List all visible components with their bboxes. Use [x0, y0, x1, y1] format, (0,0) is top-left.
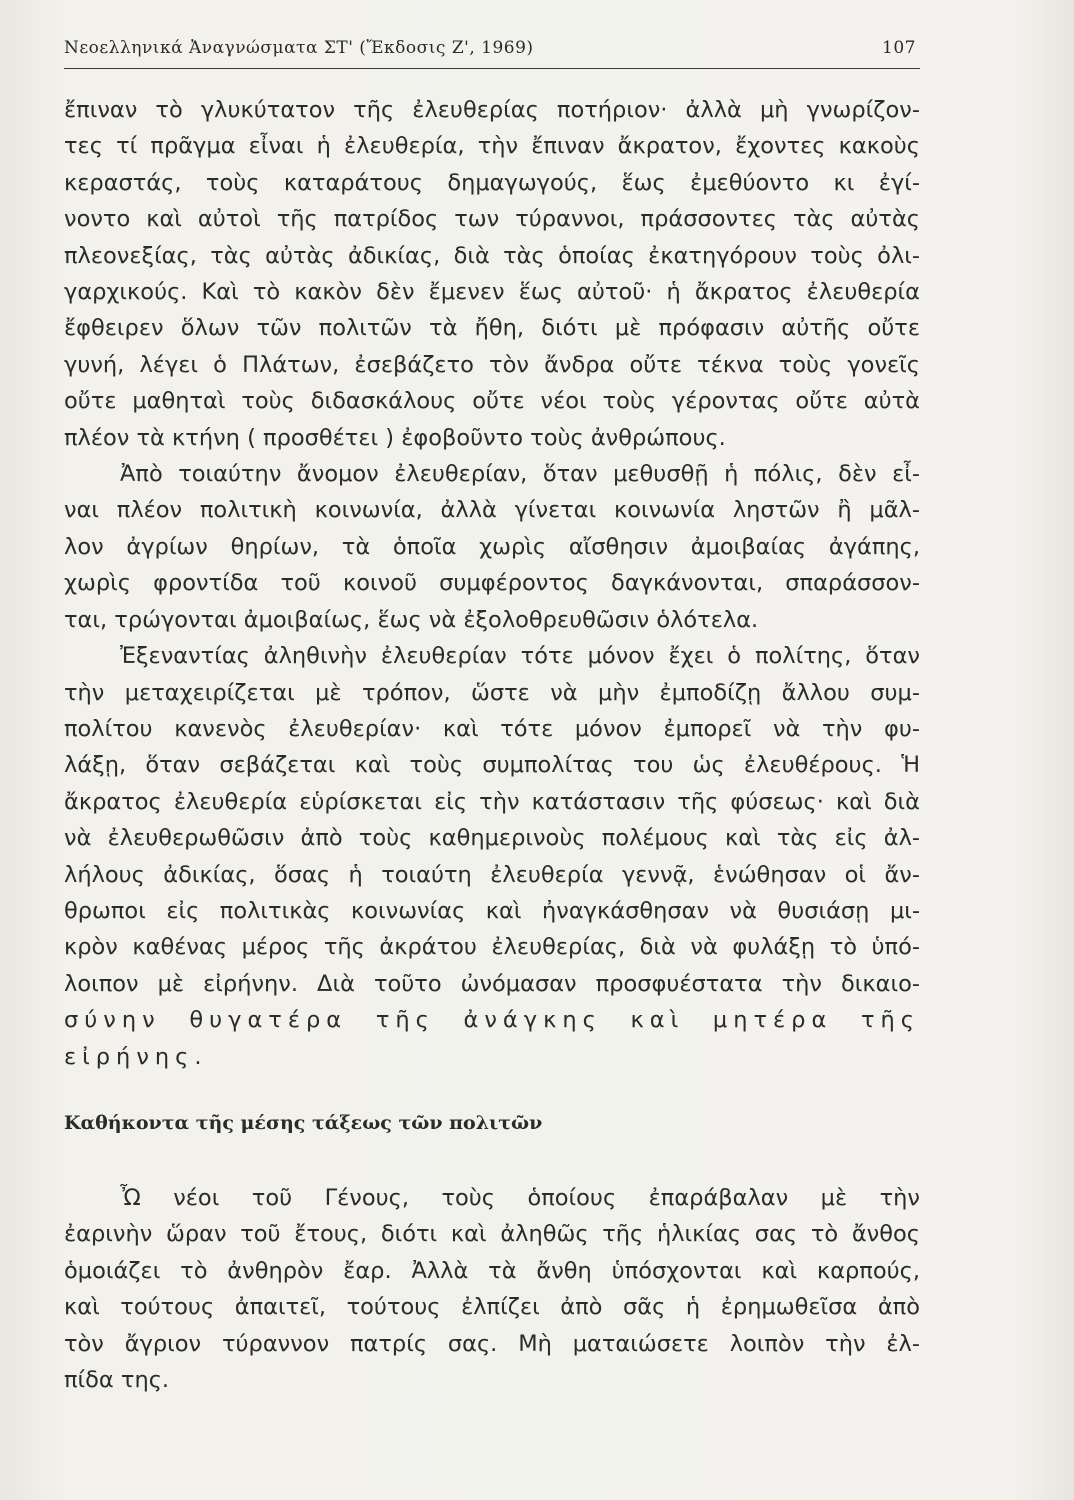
- text-line: τες τί πρᾶγμα εἶναι ἡ ἐλευθερία, τὴν ἔπιναν ἄκρατον, ἔχοντες κακοὺς: [64, 133, 920, 160]
- text-line: κεραστάς, τοὺς καταράτους δημαγωγούς, ἕως ἐμεθύοντο κι ἐγί-: [64, 169, 920, 196]
- text-line: ὁμοιάζει τὸ ἀνθηρὸν ἔαρ. Ἀλλὰ τὰ ἄνθη ὑπόσχονται καὶ καρπούς,: [64, 1257, 920, 1284]
- text-line: πλέον τὰ κτήνη ( προσθέτει ) ἐφοβοῦντο τοὺς ἀνθρώπους.: [64, 424, 726, 451]
- text-line: τὸν ἄγριον τύραννον πατρίς σας. Μὴ ματαιώσετε λοιπὸν τὴν ἐλ-: [64, 1330, 920, 1357]
- text-line: λάξῃ, ὅταν σεβάζεται καὶ τοὺς συμπολίτας του ὡς ἐλευθέρους. Ἡ: [64, 752, 920, 779]
- text-line: οὔτε μαθηταὶ τοὺς διδασκάλους οὔτε νέοι τοὺς γέροντας οὔτε αὐτὰ: [64, 388, 920, 415]
- text-line: πολίτου κανενὸς ἐλευθερίαν· καὶ τότε μόνον ἐμπορεῖ νὰ τὴν φυ-: [64, 715, 920, 742]
- running-title: Νεοελληνικά Ἀναγνώσματα ΣΤ' (Ἔκδοσις Ζ', 1969): [64, 38, 534, 58]
- section-text: [64, 1180, 920, 1398]
- text-line-spaced: σύνην θυγατέρα τῆς ἀνάγκης καὶ μητέρα τῆς: [64, 1007, 920, 1034]
- text-line: ἄκρατος ἐλευθερία εὑρίσκεται εἰς τὴν κατάστασιν τῆς φύσεως· καὶ διὰ: [64, 788, 920, 815]
- text-line: λήλους ἀδικίας, ὅσας ἡ τοιαύτη ἐλευθερία γεννᾷ, ἑνώθησαν οἱ ἄν-: [64, 861, 920, 888]
- text-line: ἔπιναν τὸ γλυκύτατον τῆς ἐλευθερίας ποτήριον· ἀλλὰ μὴ γνωρίζον-: [64, 97, 920, 123]
- section-heading: Καθήκοντα τῆς μέσης τάξεως τῶν πολιτῶν: [64, 1112, 543, 1134]
- text-line: ναι πλέον πολιτικὴ κοινωνία, ἀλλὰ γίνεται κοινωνία ληστῶν ἢ μᾶλ-: [64, 497, 920, 524]
- text-line: νὰ ἐλευθερωθῶσιν ἀπὸ τοὺς καθημερινοὺς πολέμους καὶ τὰς εἰς ἀλ-: [64, 825, 920, 852]
- text-line: Ἐξεναντίας ἀληθινὴν ἐλευθερίαν τότε μόνον ἔχει ὁ πολίτης, ὅταν: [120, 643, 920, 670]
- text-line: ται, τρώγονται ἀμοιβαίως, ἕως νὰ ἐξολοθρευθῶσιν ὁλότελα.: [64, 606, 759, 633]
- running-header: [64, 36, 920, 69]
- text-line: κρὸν καθένας μέρος τῆς ἀκράτου ἐλευθερίας, διὰ νὰ φυλάξῃ τὸ ὑπό-: [64, 934, 920, 961]
- text-line: νοντο καὶ αὐτοὶ τῆς πατρίδος των τύραννοι, πράσσοντες τὰς αὐτὰς: [64, 206, 920, 233]
- text-line: γυνή, λέγει ὁ Πλάτων, ἐσεβάζετο τὸν ἄνδρα οὔτε τέκνα τοὺς γονεῖς: [64, 351, 920, 378]
- page-number: 107: [882, 38, 916, 58]
- text-line: γαρχικούς. Καὶ τὸ κακὸν δὲν ἔμενεν ἕως αὐτοῦ· ἡ ἄκρατος ἐλευθερία: [64, 279, 920, 306]
- text-line: χωρὶς φροντίδα τοῦ κοινοῦ συμφέροντος δαγκάνονται, σπαράσσον-: [64, 570, 920, 597]
- text-line: Ἀπὸ τοιαύτην ἄνομον ἐλευθερίαν, ὅταν μεθυσθῇ ἡ πόλις, δὲν εἶ-: [120, 461, 920, 488]
- text-line: καὶ τούτους ἀπαιτεῖ, τούτους ἐλπίζει ἀπὸ σᾶς ἡ ἐρημωθεῖσα ἀπὸ: [64, 1294, 920, 1321]
- text-line: ἔφθειρεν ὅλων τῶν πολιτῶν τὰ ἤθη, διότι μὲ πρόφασιν αὐτῆς οὔτε: [64, 315, 920, 342]
- text-line: πίδα της.: [64, 1367, 170, 1394]
- text-line: λοιπον μὲ εἰρήνην. Διὰ τοῦτο ὠνόμασαν προσφυέστατα τὴν δικαιο-: [64, 970, 920, 997]
- text-line: τὴν μεταχειρίζεται μὲ τρόπον, ὥστε νὰ μὴν ἐμποδίζῃ ἄλλου συμ-: [64, 679, 920, 706]
- text-line: ἐαρινὴν ὥραν τοῦ ἔτους, διότι καὶ ἀληθῶς τῆς ἡλικίας σας τὸ ἄνθος: [64, 1221, 920, 1248]
- text-line: πλεονεξίας, τὰς αὐτὰς ἀδικίας, διὰ τὰς ὁποίας ἐκατηγόρουν τοὺς ὀλι-: [64, 242, 920, 269]
- text-line: Ὦ νέοι τοῦ Γένους, τοὺς ὁποίους ἐπαράβαλαν μὲ τὴν: [120, 1185, 920, 1211]
- main-text: [64, 92, 920, 1075]
- text-line-spaced: εἰρήνης.: [64, 1043, 208, 1070]
- text-line: λον ἀγρίων θηρίων, τὰ ὁποῖα χωρὶς αἴσθησιν ἀμοιβαίας ἀγάπης,: [64, 533, 920, 560]
- text-line: θρωποι εἰς πολιτικὰς κοινωνίας καὶ ἠναγκάσθησαν νὰ θυσιάσῃ μι-: [64, 897, 920, 924]
